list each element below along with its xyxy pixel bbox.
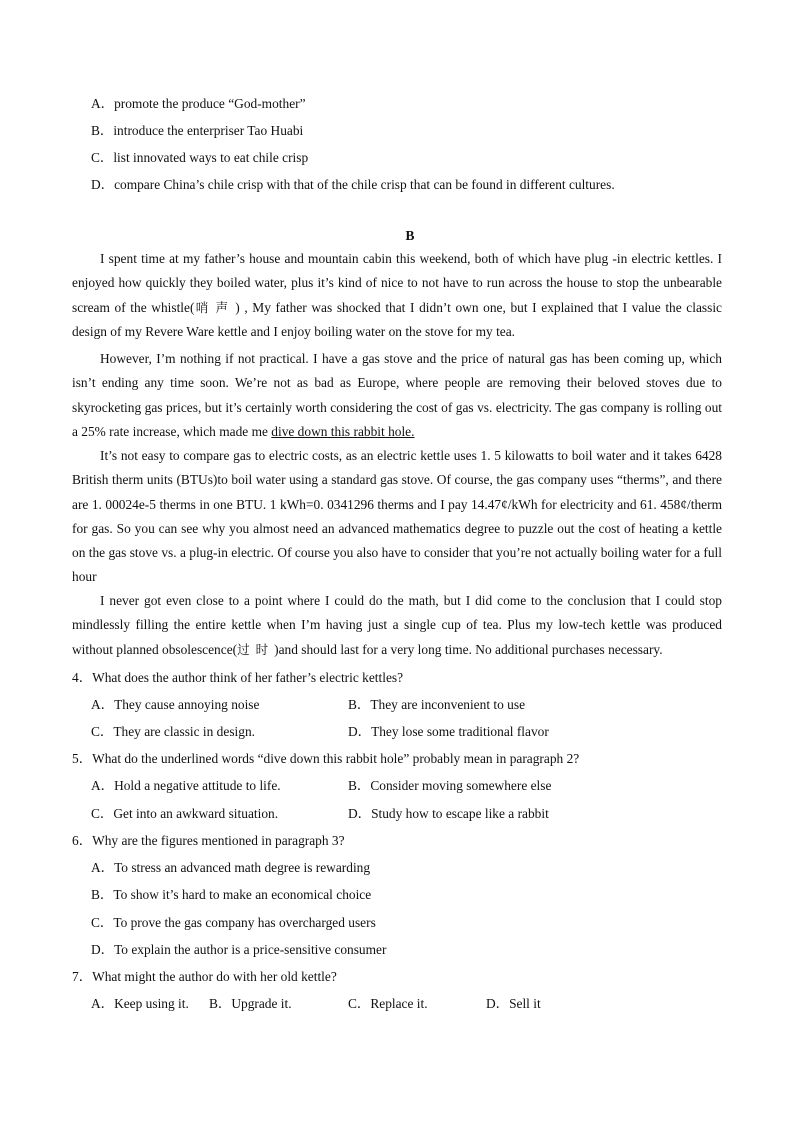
question-7-stem: 7．What might the author do with her old kettle? bbox=[72, 969, 337, 984]
q4-option-a[interactable]: A．They cause annoying noise bbox=[91, 697, 260, 712]
passage-paragraph-3: It’s not easy to compare gas to electric costs, as an electric kettle uses 1. 5 kilowatts to boil water and it takes 6428 British therm units (BTUs)to boil water using a standard gas stove. Of course, the gas company uses “therms”, and there are 1. 00024e-5 therms in one BTU. 1 kWh=0. 0341296 therms and I pay 14.47¢/kWh for electricity and 61. 458¢/therm for gas. So you can see why you almost need an advanced mathematics degree to puzzle out the cost of heating a kettle on the gas stove vs. a plug-in electric. Of course you also have to consider that you’re not actually boiling water for a full hour bbox=[72, 448, 722, 585]
question-5-stem: 5．What do the underlined words “dive down this rabbit hole” probably mean in paragraph 2? bbox=[72, 751, 580, 766]
q6-option-b[interactable]: B．To show it’s hard to make an economical choice bbox=[91, 887, 372, 902]
q3-option-c: C．list innovated ways to eat chile crisp bbox=[91, 150, 309, 165]
q4-option-b[interactable]: B．They are inconvenient to use bbox=[348, 697, 526, 712]
q6-option-c[interactable]: C．To prove the gas company has overcharged users bbox=[91, 915, 376, 930]
q5-option-d[interactable]: D．Study how to escape like a rabbit bbox=[348, 806, 549, 821]
q6-option-a[interactable]: A．To stress an advanced math degree is rewarding bbox=[91, 860, 371, 875]
q5-option-c[interactable]: C．Get into an awkward situation. bbox=[91, 806, 279, 821]
q7-option-d[interactable]: D．Sell it bbox=[486, 996, 541, 1011]
gloss-whistle: 哨声 bbox=[194, 299, 236, 315]
q7-option-b[interactable]: B．Upgrade it. bbox=[209, 996, 292, 1011]
passage-title: B bbox=[405, 228, 415, 243]
q5-option-b[interactable]: B．Consider moving somewhere else bbox=[348, 778, 552, 793]
q5-option-a[interactable]: A．Hold a negative attitude to life. bbox=[91, 778, 281, 793]
question-4-stem: 4．What does the author think of her father’s electric kettles? bbox=[72, 670, 404, 685]
q3-option-d: D．compare China’s chile crisp with that of the chile crisp that can be found in different cultures. bbox=[91, 177, 615, 192]
q3-option-a: A．promote the produce “God-mother” bbox=[91, 96, 306, 111]
q4-option-c[interactable]: C．They are classic in design. bbox=[91, 724, 255, 739]
q4-option-d[interactable]: D．They lose some traditional flavor bbox=[348, 724, 549, 739]
passage-paragraph-2: However, I’m nothing if not practical. I have a gas stove and the price of natural gas has been coming up, which isn’t ending any time soon. We’re not as bad as Europe, where people are removing their beloved stoves due to skyrocketing gas prices, but it’s certainly worth considering the cost of gas vs. electricity. The gas company is rolling out a 25% rate increase, which made me dive down this rabbit hole. bbox=[72, 351, 722, 439]
q7-option-c[interactable]: C．Replace it. bbox=[348, 996, 428, 1011]
q7-option-a[interactable]: A．Keep using it. bbox=[91, 996, 189, 1011]
gloss-obsolescence: 过时 bbox=[237, 641, 275, 657]
question-6-stem: 6．Why are the figures mentioned in paragraph 3? bbox=[72, 833, 345, 848]
q6-option-d[interactable]: D．To explain the author is a price-sensitive consumer bbox=[91, 942, 387, 957]
passage-paragraph-1: I spent time at my father’s house and mountain cabin this weekend, both of which have plug -in electric kettles. I enjoyed how quickly they boiled water, plus it’s kind of nice to not have to run across the house to stop the unbearable scream of the whistle(哨声) , My father was shocked that I didn’t own one, but I explained that I value the classic design of my Revere Ware kettle and I enjoy boiling water on the stove for my tea. bbox=[72, 251, 722, 339]
q3-option-b: B．introduce the enterpriser Tao Huabi bbox=[91, 123, 304, 138]
underlined-phrase: dive down this rabbit hole. bbox=[271, 423, 415, 439]
passage-paragraph-4: I never got even close to a point where I could do the math, but I did come to the conclusion that I could stop mindlessly filling the entire kettle when I’m having just a single cup of tea. Plus my low-tech kettle was produced without planned obsolescence(过时)and should last for a very long time. No additional purchases necessary. bbox=[72, 593, 722, 657]
